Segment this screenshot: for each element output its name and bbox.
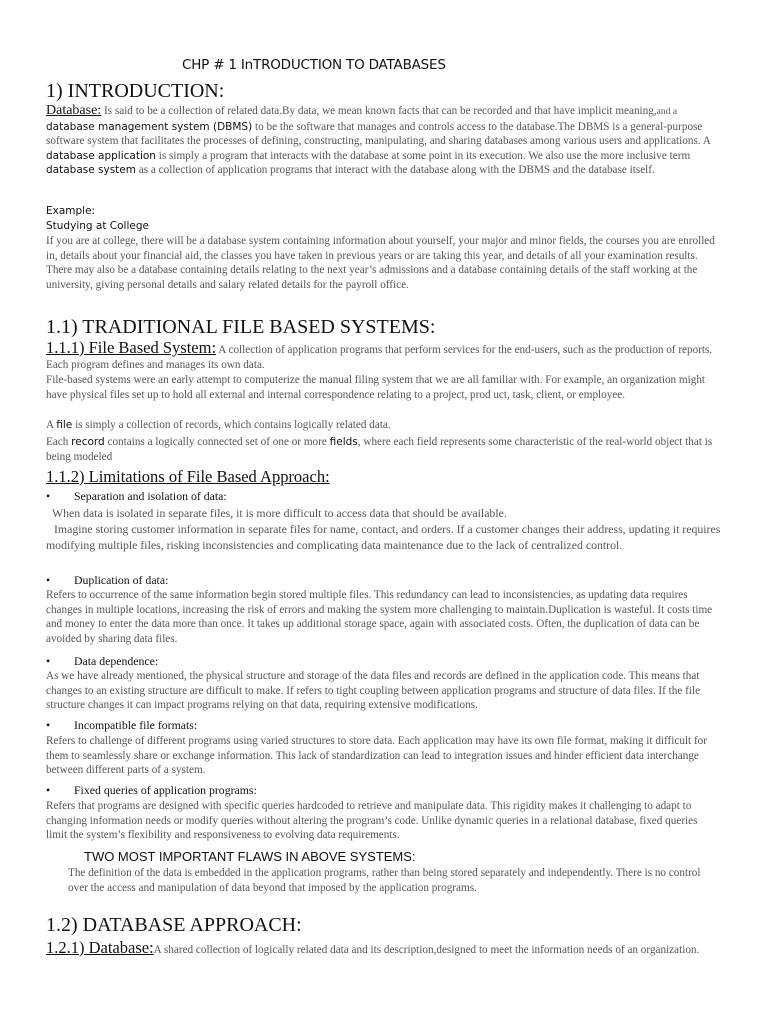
file-based-system-lead: 1.1.1) File Based System: <box>46 338 217 357</box>
file-based-system-paragraph: 1.1.1) File Based System: A collection of application programs that perform services for the end-users, such as the production of reports. Each program defines and manages its own data. <box>46 338 713 371</box>
duplication-text: Refers to occurrence of the same information begin stored multiple files. This redundancy can lead to inconsistencies, as updating data requires changes in multiple locations, increasing the risk of errors and making the system more challenging to maintain.Duplication is wasteful. It costs time and money to enter the data more than once. It takes up additional storage space, again with associated costs. Often, the duplication of data can be avoided by sharing data files. <box>46 589 713 645</box>
separation-text: When data is isolated in separate files, it is more difficult to access data that should be available. <box>52 506 507 520</box>
bullet-duplication: • Duplication of data: <box>46 573 169 587</box>
section-heading-traditional-file-systems: 1.1) TRADITIONAL FILE BASED SYSTEMS: <box>46 316 436 338</box>
database-definition-paragraph: Database: Is said to be a collection of related data.By data, we mean known facts that can be recorded and that have implicit meaning,and a database management system (DBMS) to be the software that manages and controls access to the database.The DBMS is a general-purpose software system that facilitates the processes of defining, constructing, manipulating, and sharing databases among various users and applications. A database application is simply a program that interacts with the database at some point in its execution. We also use the more inclusive term database system as a collection of application programs that interact with the database along with the DBMS and the database itself. <box>46 103 711 177</box>
bullet-fixed-queries: • Fixed queries of application programs: <box>46 783 257 797</box>
incompatible-formats-text: Refers to challenge of different programs using varied structures to store data. Each application may have its own file format, making it difficult for them to seamlessly share or exchange information. This lack of standardization can lead to integration issues and hinder efficient data interchange between different parts of a system. <box>46 735 707 777</box>
separation-example-text: Imagine storing customer information in separate files for name, contact, and orders. If a customer changes their address, updating it requires modifying multiple files, risking inconsistencies and complicating data maintenance due to the lack of centralized control. <box>46 522 721 552</box>
example-label: Example: <box>46 205 96 217</box>
section-heading-database-approach: 1.2) DATABASE APPROACH: <box>46 914 302 936</box>
bullet-separation: • Separation and isolation of data: <box>46 489 227 503</box>
record-definition-paragraph: Each record contains a logically connected set of one or more fields, where each field represents some characteristic of the real-world object that is being modeled <box>46 436 713 463</box>
limitations-heading: 1.1.2) Limitations of File Based Approach: <box>46 467 330 486</box>
file-definition-paragraph: A file is simply a collection of records, which contains logically related data. <box>46 419 391 431</box>
database-lead: Database: <box>46 103 102 118</box>
page-title: CHP # 1 InTRODUCTION TO DATABASES <box>182 57 446 73</box>
data-dependence-text: As we have already mentioned, the physical structure and storage of the data files and records are defined in the application code. This means that changes to an existing structure are difficult to make. If refers to tight coupling between application programs and structure of data files. If the file structure changes it can impact programs relying on that data, requiring extensive modifications. <box>46 670 701 712</box>
section-heading-introduction: 1) INTRODUCTION: <box>46 80 225 102</box>
bullet-data-dependence: • Data dependence: <box>46 654 159 668</box>
example-subheading: Studying at College <box>46 220 149 232</box>
database-approach-paragraph: 1.2.1) Database:A shared collection of logically related data and its description,designed to meet the information needs of an organization. <box>46 938 700 957</box>
file-based-history-paragraph: File-based systems were an early attempt to computerize the manual filing system that we are all familiar with. For example, an organization might have physical files set up to hold all external and internal correspondence relating to a project, prod uct, task, client, or employee. <box>46 374 706 401</box>
example-paragraph: If you are at college, there will be a database system containing information about yourself, your major and minor fields, the courses you are enrolled in, details about your financial aid, the classes you have taken in previous years or are taking this year, and details of all your examination results. There may also be a database containing details relating to the next year’s admissions and a database containing details of the staff working at the university, giving personal details and salary related details for the payroll office. <box>46 235 715 291</box>
flaws-text: The definition of the data is embedded in the application programs, rather than being stored separately and independently. There is no control over the access and manipulation of data beyond that imposed by the application programs. <box>68 867 701 894</box>
bullet-incompatible-formats: • Incompatible file formats: <box>46 718 198 732</box>
flaws-heading: TWO MOST IMPORTANT FLAWS IN ABOVE SYSTEMS: <box>84 849 416 864</box>
fixed-queries-text: Refers that programs are designed with specific queries hardcoded to retrieve and manipulate data. This rigidity makes it challenging to adapt to changing information needs or modify queries without altering the program’s code. Unlike dynamic queries in a relational database, fixed queries limit the system’s flexibility and responsiveness to evolving data requirements. <box>46 800 698 842</box>
database-approach-lead: 1.2.1) Database: <box>46 938 154 957</box>
